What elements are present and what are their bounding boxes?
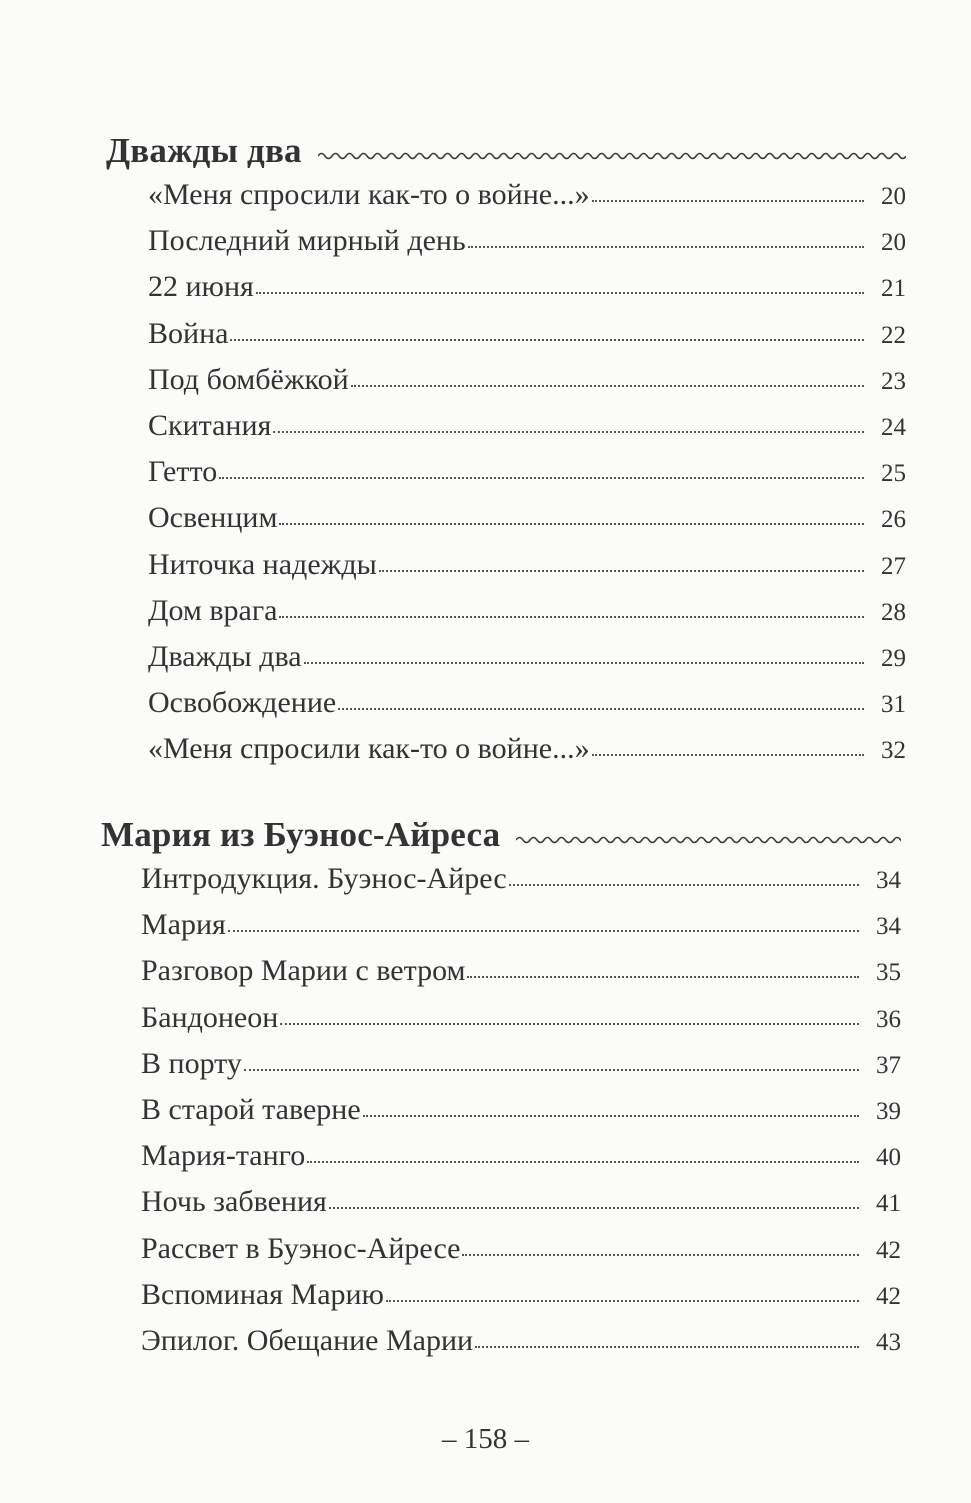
toc-entry (148, 640, 906, 686)
toc-section-dvazhdy-dva (106, 128, 906, 778)
entry-title: Дважды два (148, 639, 302, 673)
entry-page: 37 (876, 1051, 901, 1079)
entry-page: 20 (881, 229, 906, 257)
entry-page: 27 (881, 552, 906, 580)
section-heading (106, 128, 906, 174)
dot-leader (379, 570, 864, 572)
entry-page: 41 (876, 1190, 901, 1218)
section-title: Дважды два (106, 131, 302, 170)
entry-page: 39 (876, 1097, 901, 1125)
entry-page: 42 (876, 1282, 901, 1310)
entry-page: 25 (881, 460, 906, 488)
dot-leader (256, 292, 864, 294)
toc-entry (141, 862, 901, 908)
entry-title: В порту (141, 1046, 242, 1080)
entry-title: Рассвет в Буэнос-Айресе (141, 1231, 461, 1265)
toc-entry-list (106, 178, 906, 778)
toc-entry (148, 501, 906, 547)
dot-leader (329, 1207, 859, 1209)
entry-page: 20 (881, 183, 906, 210)
entry-page: 40 (876, 1144, 901, 1172)
entry-page: 42 (876, 1236, 901, 1264)
dot-leader (304, 662, 864, 664)
dot-leader (592, 754, 864, 756)
entry-title: Гетто (148, 455, 218, 489)
entry-title: 22 июня (148, 270, 254, 304)
toc-entry (148, 178, 906, 224)
toc-entry (141, 1093, 901, 1139)
entry-page: 36 (876, 1005, 901, 1033)
entry-title: Мария-танго (141, 1139, 306, 1173)
dot-leader (509, 884, 859, 886)
toc-entry (148, 363, 906, 409)
toc-entry (148, 455, 906, 501)
entry-title: Освобождение (148, 686, 337, 720)
toc-entry (141, 1324, 901, 1370)
entry-title: В старой таверне (141, 1092, 361, 1126)
entry-title: Мария (141, 908, 226, 942)
entry-page: 22 (881, 321, 906, 349)
entry-title: Под бомбёжкой (148, 362, 349, 396)
toc-entry (148, 317, 906, 363)
entry-page: 34 (876, 867, 901, 894)
dot-leader (475, 1346, 859, 1348)
toc-entry (141, 1185, 901, 1231)
toc-section-maria (101, 812, 901, 1370)
toc-entry (148, 594, 906, 640)
entry-title: Ночь забвения (141, 1185, 327, 1219)
entry-page: 29 (881, 644, 906, 672)
section-title: Мария из Буэнос-Айреса (101, 815, 501, 854)
dot-leader (338, 708, 864, 710)
wavy-rule (318, 149, 906, 163)
entry-title: Последний мирный день (148, 224, 466, 258)
entry-page: 21 (881, 275, 906, 303)
toc-entry (141, 908, 901, 954)
entry-title: «Меня спросили как-то о войне...» (148, 178, 590, 211)
toc-entry (148, 224, 906, 270)
dot-leader (279, 616, 864, 618)
dot-leader (230, 339, 864, 341)
entry-page: 24 (881, 413, 906, 441)
entry-page: 35 (876, 959, 901, 987)
entry-page: 28 (881, 598, 906, 626)
dot-leader (244, 1069, 859, 1071)
dot-leader (228, 930, 859, 932)
toc-entry-list (101, 862, 901, 1370)
entry-title: Разговор Марии с ветром (141, 954, 466, 988)
entry-page: 31 (881, 691, 906, 719)
entry-title: Эпилог. Обещание Марии (141, 1323, 474, 1357)
dot-leader (386, 1300, 859, 1302)
toc-entry (141, 1232, 901, 1278)
dot-leader (462, 1254, 859, 1256)
entry-page: 43 (876, 1328, 901, 1356)
toc-entry (148, 686, 906, 732)
entry-title: Бандонеон (141, 1000, 279, 1034)
toc-entry (148, 548, 906, 594)
entry-title: Ниточка надежды (148, 547, 377, 581)
toc-entry (141, 954, 901, 1000)
dot-leader (468, 246, 864, 248)
entry-page: 26 (881, 506, 906, 534)
section-heading (101, 812, 901, 858)
entry-title: Скитания (148, 408, 272, 442)
wavy-rule (516, 833, 901, 847)
toc-entry (148, 270, 906, 316)
entry-title: Освенцим (148, 501, 278, 535)
toc-entry (148, 409, 906, 455)
entry-page: 34 (876, 913, 901, 941)
entry-title: Дом врага (148, 593, 278, 627)
entry-page: 32 (881, 737, 906, 765)
entry-title: Вспоминая Марию (141, 1277, 384, 1311)
dot-leader (273, 431, 864, 433)
dot-leader (279, 523, 864, 525)
dot-leader (219, 477, 864, 479)
page-number: – 158 – (442, 1423, 529, 1455)
dot-leader (363, 1115, 859, 1117)
dot-leader (467, 976, 859, 978)
toc-entry (141, 1139, 901, 1185)
toc-entry (141, 1001, 901, 1047)
entry-title: Война (148, 316, 229, 350)
dot-leader (592, 200, 864, 202)
toc-entry (141, 1047, 901, 1093)
entry-page: 23 (881, 367, 906, 395)
toc-entry (148, 732, 906, 778)
dot-leader (280, 1023, 859, 1025)
toc-entry (141, 1278, 901, 1324)
dot-leader (307, 1161, 859, 1163)
dot-leader (351, 385, 864, 387)
entry-title: «Меня спросили как-то о войне...» (148, 732, 590, 766)
entry-title: Интродукция. Буэнос-Айрес (141, 862, 507, 895)
